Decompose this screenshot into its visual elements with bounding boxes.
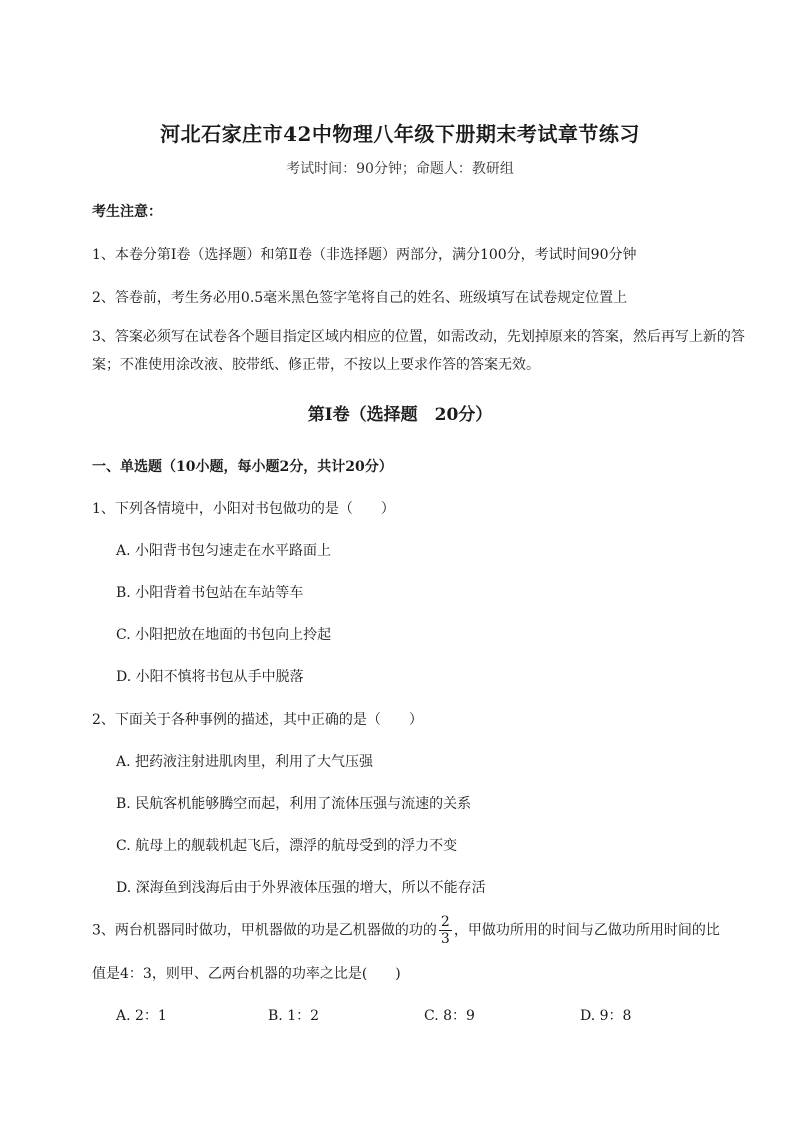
- notice-heading: 考生注意：: [92, 204, 162, 220]
- option-b[interactable]: B. 民航客机能够腾空而起，利用了流体压强与流速的关系: [116, 796, 472, 812]
- option-b[interactable]: B. 1：2: [268, 1008, 320, 1024]
- option-c[interactable]: C. 8：9: [424, 1008, 475, 1024]
- question-stem: [92, 914, 720, 947]
- fraction: [439, 914, 452, 947]
- option-b[interactable]: B. 小阳背着书包站在车站等车: [116, 585, 304, 601]
- option-a[interactable]: A. 把药液注射进肌肉里，利用了大气压强: [116, 754, 374, 770]
- option-d[interactable]: D. 深海鱼到浅海后由于外界液体压强的增大，所以不能存活: [116, 880, 486, 896]
- part-title: 一、单选题（10小题，每小题2分，共计20分）: [92, 459, 393, 475]
- question-stem: 1、下列各情境中，小阳对书包做功的是（ ）: [92, 501, 395, 517]
- section-title: 第I卷（选择题 20分）: [307, 405, 493, 425]
- option-a[interactable]: A. 2：1: [116, 1008, 167, 1024]
- question-stem: 2、下面关于各种事例的描述，其中正确的是（ ）: [92, 712, 423, 728]
- option-d[interactable]: D. 小阳不慎将书包从手中脱落: [116, 669, 304, 685]
- option-a[interactable]: A. 小阳背书包匀速走在水平路面上: [116, 543, 332, 559]
- fraction-denominator: 3: [440, 931, 450, 947]
- notice-item: 1、本卷分第I卷（选择题）和第Ⅱ卷（非选择题）两部分，满分100分，考试时间90分钟: [92, 247, 637, 263]
- question-stem-part: ，甲做功所用的时间与乙做功所用时间的比: [453, 922, 720, 939]
- notice-item: 2、答卷前，考生务必用0.5毫米黑色签字笔将自己的姓名、班级填写在试卷规定位置上: [92, 290, 628, 306]
- question-stem-line2: 值是4：3，则甲、乙两台机器的功率之比是( ): [92, 966, 401, 982]
- option-d[interactable]: D. 9：8: [580, 1008, 632, 1024]
- page-subtitle: 考试时间：90分钟；命题人：教研组: [286, 161, 514, 177]
- notice-item: 3、答案必须写在试卷各个题目指定区域内相应的位置，如需改动，先划掉原来的答案，然后再写上新的答案；不准使用涂改液、胶带纸、修正带，不按以上要求作答的答案无效。: [92, 329, 745, 373]
- fraction-numerator: 2: [440, 914, 450, 930]
- page-title: 河北石家庄市42中物理八年级下册期末考试章节练习: [160, 122, 640, 146]
- option-c[interactable]: C. 航母上的舰载机起飞后，漂浮的航母受到的浮力不变: [116, 838, 458, 854]
- question-stem-part: 3、两台机器同时做功，甲机器做的功是乙机器做的功的: [92, 922, 437, 939]
- option-c[interactable]: C. 小阳把放在地面的书包向上拎起: [116, 627, 332, 643]
